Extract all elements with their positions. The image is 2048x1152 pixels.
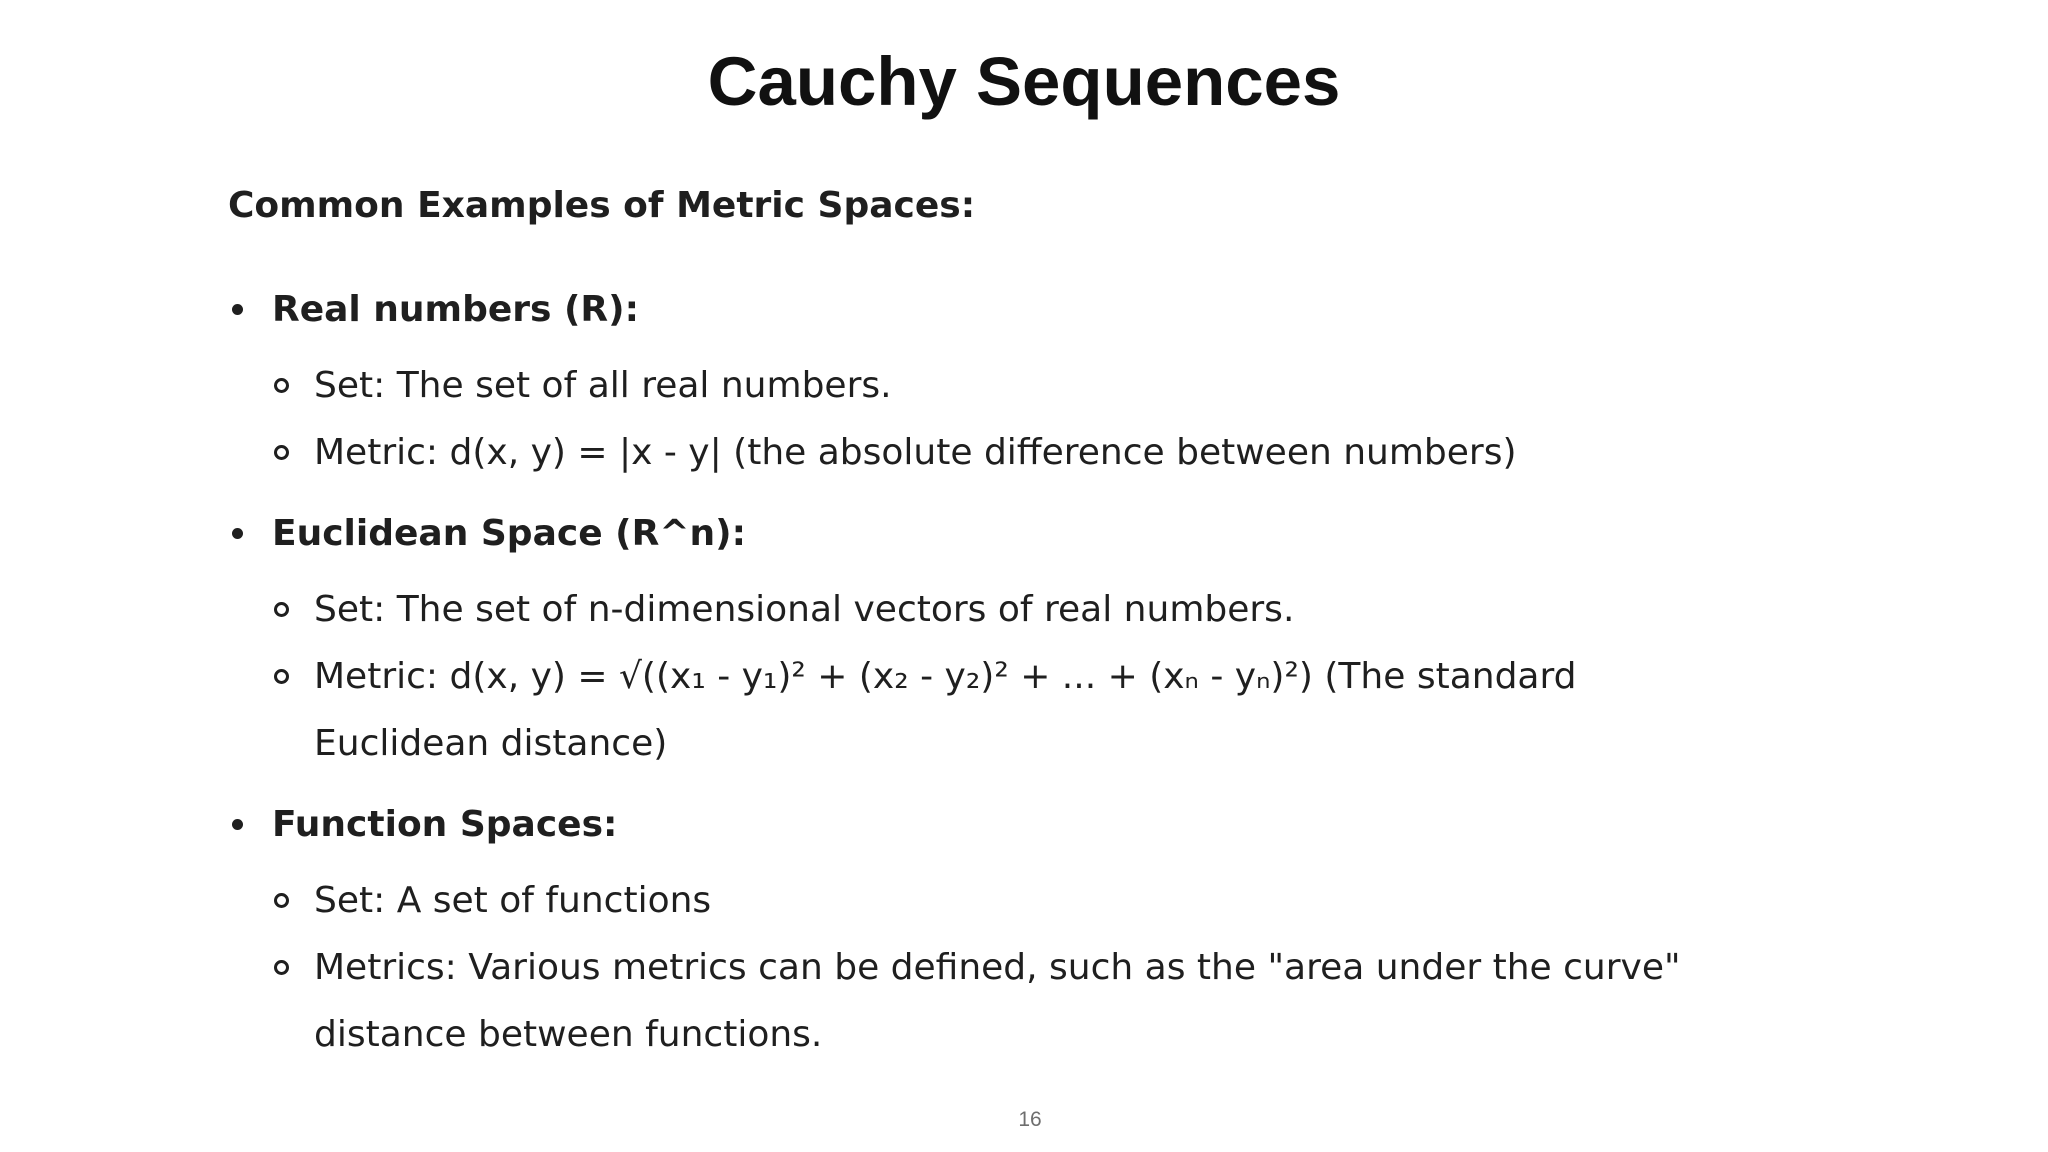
section-heading: Common Examples of Metric Spaces: (228, 185, 976, 226)
sublist-item (272, 867, 1728, 934)
list-item-real-numbers (228, 280, 1728, 486)
metric-spaces-list (228, 280, 1728, 1068)
bullet-icon (232, 304, 243, 315)
item-label: Real numbers (R): (272, 289, 639, 330)
sublist (272, 867, 1728, 1068)
page-number: 16 (1018, 1108, 1042, 1131)
sublist (272, 352, 1728, 486)
item-label: Euclidean Space (R^n): (272, 513, 746, 554)
slide-content (228, 178, 1728, 1086)
hollow-bullet-icon (274, 445, 289, 460)
sublist-item (272, 352, 1728, 419)
item-label: Function Spaces: (272, 804, 618, 845)
slide-title: Cauchy Sequences (707, 43, 1341, 120)
sublist-item-text: Metric: d(x, y) = √((x₁ - y₁)² + (x₂ - y₂)² + ... + (xₙ - yₙ)²) (The standard Euclidean distance) (314, 656, 1577, 764)
list-item-function-spaces (228, 795, 1728, 1068)
hollow-bullet-icon (274, 960, 289, 975)
hollow-bullet-icon (274, 893, 289, 908)
sublist-item (272, 576, 1728, 643)
list-item-euclidean-space (228, 504, 1728, 777)
sublist-item-text: Set: A set of functions (314, 880, 712, 921)
sublist-item-text: Metric: d(x, y) = |x - y| (the absolute difference between numbers) (314, 432, 1517, 473)
sublist-item-text: Metrics: Various metrics can be defined, such as the "area under the curve" distance between functions. (314, 947, 1681, 1055)
hollow-bullet-icon (274, 602, 289, 617)
bullet-icon (232, 528, 243, 539)
hollow-bullet-icon (274, 378, 289, 393)
hollow-bullet-icon (274, 669, 289, 684)
sublist-item-text: Set: The set of n-dimensional vectors of real numbers. (314, 589, 1295, 630)
sublist-item (272, 934, 1728, 1068)
sublist (272, 576, 1728, 777)
bullet-icon (232, 819, 243, 830)
sublist-item (272, 643, 1728, 777)
sublist-item-text: Set: The set of all real numbers. (314, 365, 892, 406)
sublist-item (272, 419, 1728, 486)
